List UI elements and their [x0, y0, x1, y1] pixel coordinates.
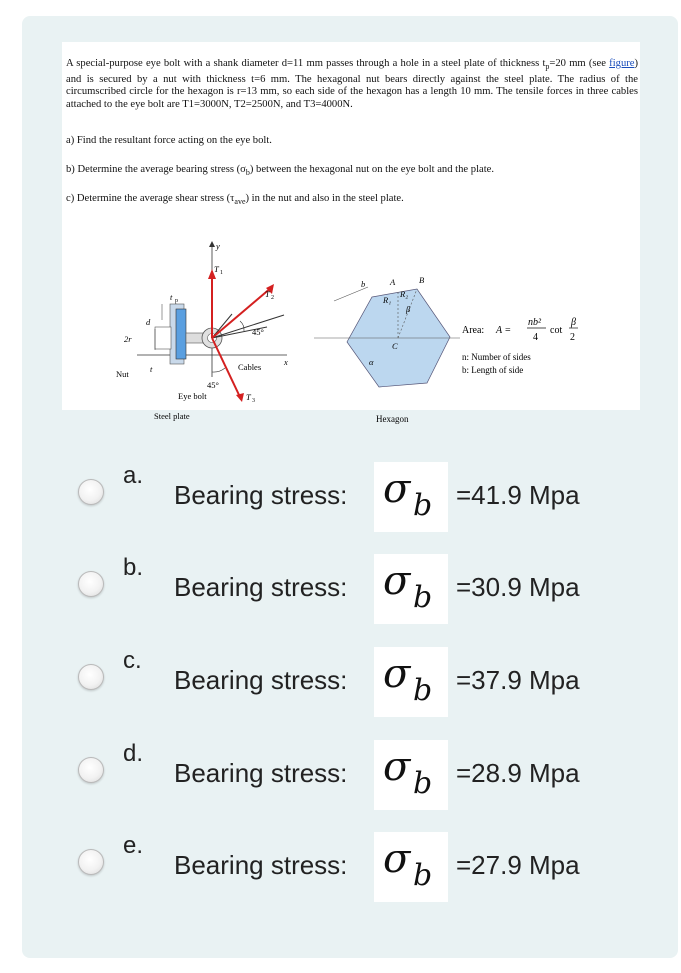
option-label: Bearing stress:: [174, 572, 348, 602]
option-b[interactable]: [78, 554, 658, 624]
svg-text:2r: 2r: [124, 334, 132, 344]
svg-text:Nut: Nut: [116, 369, 129, 379]
option-letter: e.: [123, 832, 144, 859]
svg-text:b: Length of side: b: Length of side: [462, 365, 524, 375]
option-c[interactable]: [78, 647, 658, 717]
svg-text:Area:: Area:: [462, 325, 485, 336]
option-value: =41.9 Mpa: [456, 480, 580, 510]
option-label: Bearing stress:: [174, 850, 348, 880]
svg-text:A =: A =: [496, 325, 512, 336]
sigma-image: σ b: [374, 554, 448, 624]
sigma-image: σ b: [374, 832, 448, 902]
sigma-image: σ b: [374, 647, 448, 717]
option-e[interactable]: [78, 832, 658, 902]
svg-text:1: 1: [220, 270, 223, 276]
question-card: [22, 16, 678, 958]
svg-text:cot: cot: [550, 325, 563, 336]
radio-button[interactable]: [78, 479, 104, 505]
svg-text:β: β: [406, 304, 411, 314]
option-letter: c.: [123, 647, 142, 674]
eye-bolt-diagram: [116, 241, 288, 421]
radio-button[interactable]: [78, 849, 104, 875]
svg-text:R₂: R₂: [400, 289, 409, 299]
part-a-text: a) Find the resultant force acting on the eye bolt.: [66, 135, 272, 146]
svg-text:n: Number of sides: n: Number of sides: [462, 352, 531, 362]
svg-text:β: β: [571, 317, 576, 328]
svg-text:t: t: [170, 292, 173, 302]
option-value: =37.9 Mpa: [456, 665, 580, 695]
svg-text:R₁: R₁: [383, 295, 392, 305]
option-value: =30.9 Mpa: [456, 572, 580, 602]
figure-link[interactable]: figure: [609, 58, 635, 69]
option-label: Bearing stress:: [174, 480, 348, 510]
option-letter: b.: [123, 554, 144, 581]
svg-text:2: 2: [570, 332, 575, 343]
radio-button[interactable]: [78, 664, 104, 690]
option-value: =28.9 Mpa: [456, 758, 580, 788]
svg-text:y: y: [216, 241, 220, 251]
svg-text:α: α: [369, 357, 374, 367]
svg-text:4: 4: [533, 332, 538, 343]
svg-text:A: A: [390, 277, 396, 287]
svg-text:45°: 45°: [252, 327, 264, 337]
option-label: Bearing stress:: [174, 665, 348, 695]
option-letter: a.: [123, 462, 144, 489]
problem-statement: A special-purpose eye bolt with a shank diameter d=11 mm passes through a hole in a steel plate of thickness $t_p=20$ mm (see figure) and is secured by a nut with thickness t=6 mm. The hexagonal nut bears directly against the steel plate. The radius of the circumscribed circle for the hexagon is r=13 mm, so each side of the hexagon has a length 10 mm. The tensile forces in three cables attached to the eye bolt are T1=3000N, T2=2500N, and T3=4000N.: [66, 58, 638, 110]
svg-text:2: 2: [271, 295, 274, 301]
svg-text:d: d: [146, 317, 151, 327]
svg-text:T: T: [265, 289, 270, 299]
part-c-text: c) Determine the average shear stress $(\tau_{ave})$ in the nut and also in the steel plate.: [66, 193, 404, 207]
svg-text:t: t: [150, 364, 153, 374]
svg-text:p: p: [175, 298, 178, 304]
sigma-image: σ b: [374, 740, 448, 810]
area-formula: [462, 317, 578, 375]
svg-text:45°: 45°: [207, 380, 219, 390]
hexagon-diagram: [314, 275, 460, 424]
radio-button[interactable]: [78, 757, 104, 783]
svg-text:x: x: [284, 357, 288, 367]
option-label: Bearing stress:: [174, 758, 348, 788]
sigma-image: σ b: [374, 462, 448, 532]
svg-text:b: b: [361, 279, 366, 289]
svg-text:B: B: [419, 275, 425, 285]
problem-figure: [62, 237, 640, 424]
problem-panel: [62, 42, 640, 424]
radio-button[interactable]: [78, 571, 104, 597]
option-d[interactable]: [78, 740, 658, 810]
svg-text:Eye bolt: Eye bolt: [178, 391, 207, 401]
option-value: =27.9 Mpa: [456, 850, 580, 880]
option-letter: d.: [123, 740, 144, 767]
svg-text:3: 3: [252, 398, 255, 404]
svg-text:T: T: [214, 264, 219, 274]
svg-text:C: C: [392, 341, 398, 351]
svg-text:T: T: [246, 392, 251, 402]
option-a[interactable]: [78, 462, 658, 532]
part-b-text: b) Determine the average bearing stress $(\sigma_b)$ between the hexagonal nut on the eye bolt and the plate.: [66, 164, 495, 178]
svg-text:Hexagon: Hexagon: [376, 414, 409, 424]
svg-text:nb²: nb²: [528, 317, 541, 328]
svg-text:Steel plate: Steel plate: [154, 411, 190, 421]
svg-text:Cables: Cables: [238, 362, 262, 372]
